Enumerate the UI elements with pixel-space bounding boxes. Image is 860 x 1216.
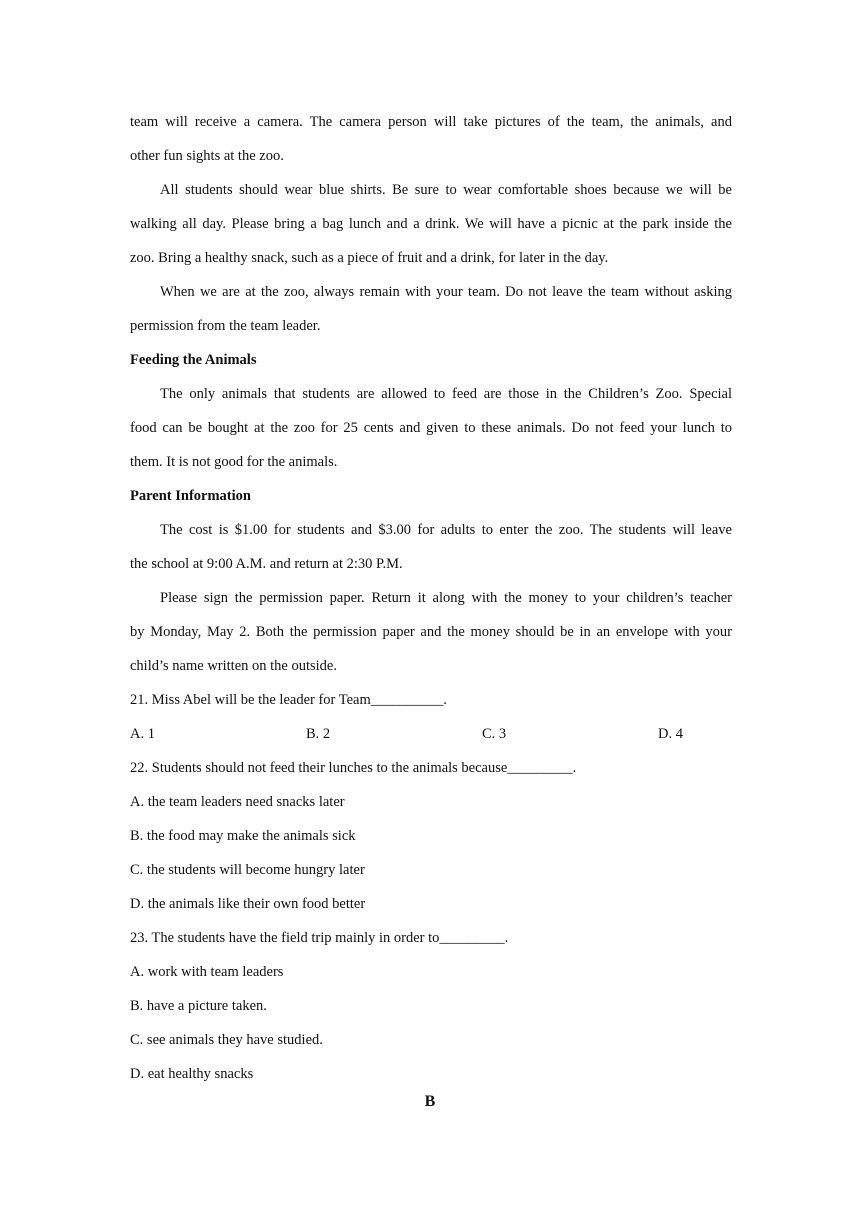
passage-line: The cost is $1.00 for students and $3.00 for adults to enter the zoo. The students will leave <box>160 522 732 538</box>
option-b: B. 2 <box>306 726 331 742</box>
question-21-options <box>130 717 732 751</box>
passage-line: walking all day. Please bring a bag lunch and a drink. We will have a picnic at the park inside the <box>130 216 732 232</box>
passage-line: food can be bought at the zoo for 25 cents and given to these animals. Do not feed your lunch to <box>130 420 732 436</box>
option-c: C. 3 <box>482 726 507 742</box>
passage-line: zoo. Bring a healthy snack, such as a piece of fruit and a drink, for later in the day. <box>130 250 609 266</box>
option-c: C. the students will become hungry later <box>130 862 365 878</box>
section-heading-parent: Parent Information <box>130 488 251 504</box>
passage-line: by Monday, May 2. Both the permission paper and the money should be in an envelope with your <box>130 624 732 640</box>
passage-line: permission from the team leader. <box>130 318 321 334</box>
passage-line: When we are at the zoo, always remain with your team. Do not leave the team without asking <box>160 284 732 300</box>
section-letter-heading: B <box>424 1093 436 1110</box>
option-d: D. 4 <box>658 726 683 742</box>
option-d: D. the animals like their own food better <box>130 896 366 912</box>
option-d: D. eat healthy snacks <box>130 1066 254 1082</box>
passage-line: child’s name written on the outside. <box>130 658 337 674</box>
passage-line: team will receive a camera. The camera person will take pictures of the team, the animals, and <box>130 114 732 130</box>
question-22-stem: 22. Students should not feed their lunches to the animals because_________. <box>130 760 577 776</box>
option-a: A. 1 <box>130 726 155 742</box>
passage-line: Please sign the permission paper. Return it along with the money to your children’s teacher <box>160 590 732 606</box>
passage-line: them. It is not good for the animals. <box>130 454 338 470</box>
passage-line: All students should wear blue shirts. Be sure to wear comfortable shoes because we will be <box>160 182 732 198</box>
passage-line: The only animals that students are allowed to feed are those in the Children’s Zoo. Special <box>160 386 732 402</box>
option-b: B. have a picture taken. <box>130 998 267 1014</box>
passage-line: other fun sights at the zoo. <box>130 148 284 164</box>
option-b: B. the food may make the animals sick <box>130 828 356 844</box>
option-a: A. work with team leaders <box>130 964 284 980</box>
question-23-stem: 23. The students have the field trip mainly in order to_________. <box>130 930 509 946</box>
section-heading-feeding: Feeding the Animals <box>130 352 257 368</box>
option-a: A. the team leaders need snacks later <box>130 794 345 810</box>
document-page <box>130 105 732 1091</box>
question-21-stem: 21. Miss Abel will be the leader for Team__________. <box>130 692 447 708</box>
option-c: C. see animals they have studied. <box>130 1032 323 1048</box>
passage-line: the school at 9:00 A.M. and return at 2:30 P.M. <box>130 556 403 572</box>
